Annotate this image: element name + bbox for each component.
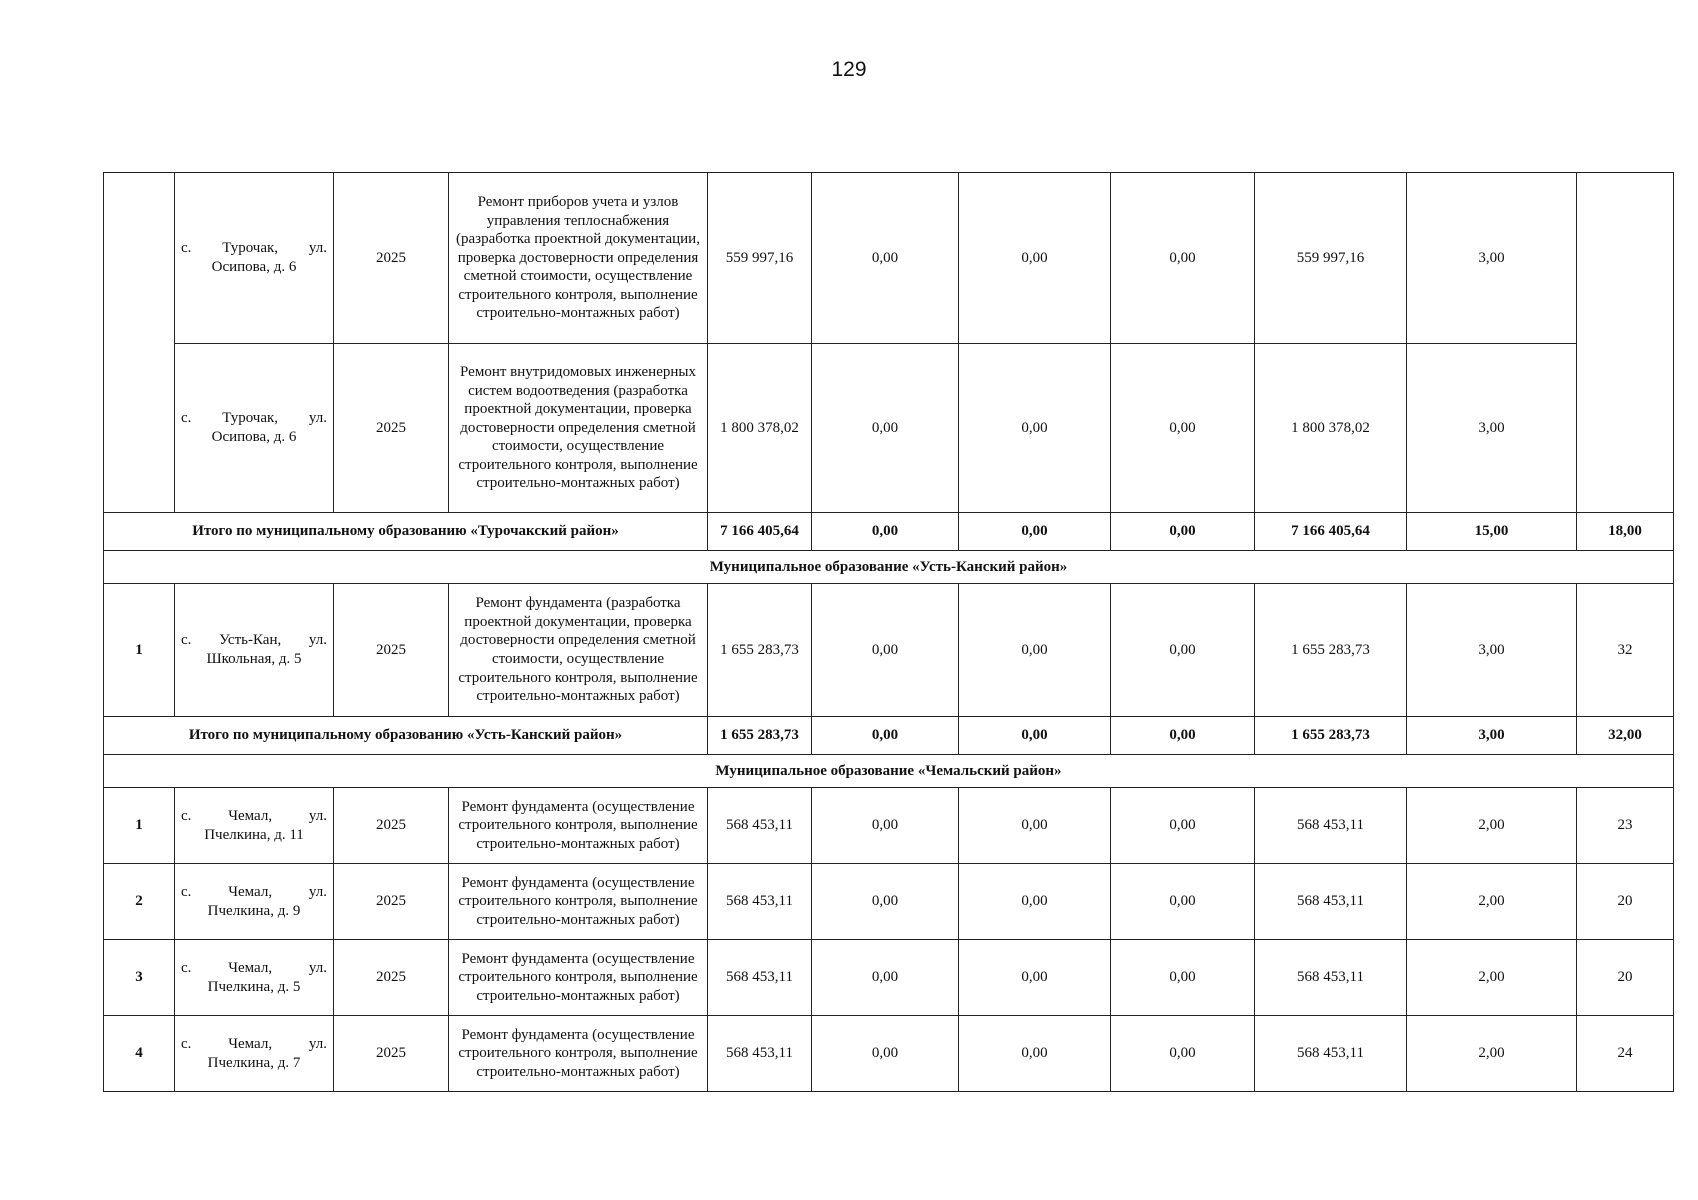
cost-cell: 0,00 — [959, 788, 1111, 864]
row-number-cell: 4 — [104, 1016, 175, 1092]
cost-cell: 0,00 — [959, 717, 1111, 755]
cost-cell: 0,00 — [1111, 940, 1255, 1016]
cost-cell: 0,00 — [1111, 344, 1255, 513]
section-heading: Муниципальное образование «Чемальский район» — [104, 755, 1674, 788]
work-type-cell: Ремонт приборов учета и узлов управления теплоснабжения (разработка проектной документации, проверка достоверности определения сметной стоимости, осуществление строительного контроля, выполнение строительно-монтажных работ) — [449, 173, 708, 344]
cost-cell: 1 655 283,73 — [1255, 717, 1407, 755]
cost-cell: 568 453,11 — [1255, 788, 1407, 864]
cost-cell: 0,00 — [959, 1016, 1111, 1092]
total-cost-cell: 1 655 283,73 — [708, 584, 812, 717]
total-row — [104, 717, 1674, 755]
row-number-cell: 1 — [104, 788, 175, 864]
year-cell: 2025 — [334, 940, 449, 1016]
cost-cell: 7 166 405,64 — [1255, 513, 1407, 551]
table-row — [104, 344, 1674, 513]
cost-cell: 0,00 — [1111, 864, 1255, 940]
total-cost-cell: 568 453,11 — [708, 940, 812, 1016]
cost-cell: 0,00 — [959, 173, 1111, 344]
address-cell: с. Турочак, ул. Осипова, д. 6 — [175, 173, 334, 344]
section-heading: Муниципальное образование «Усть-Канский район» — [104, 551, 1674, 584]
address-cell: с. Турочак, ул. Осипова, д. 6 — [175, 344, 334, 513]
cost-cell: 3,00 — [1407, 173, 1577, 344]
cost-cell: 15,00 — [1407, 513, 1577, 551]
total-cost-cell: 568 453,11 — [708, 788, 812, 864]
cost-cell: 23 — [1577, 788, 1674, 864]
cost-cell: 568 453,11 — [1255, 864, 1407, 940]
address-cell: с. Чемал, ул. Пчелкина, д. 5 — [175, 940, 334, 1016]
cost-cell: 2,00 — [1407, 1016, 1577, 1092]
table-row — [104, 788, 1674, 864]
table-row — [104, 173, 1674, 344]
row-number-cell: 1 — [104, 584, 175, 717]
cost-cell: 20 — [1577, 940, 1674, 1016]
total-cost-cell: 1 655 283,73 — [708, 717, 812, 755]
work-type-cell: Ремонт фундамента (осуществление строительного контроля, выполнение строительно-монтажных работ) — [449, 788, 708, 864]
year-cell: 2025 — [334, 584, 449, 717]
table-row — [104, 864, 1674, 940]
table-row — [104, 584, 1674, 717]
page-number: 129 — [831, 58, 867, 81]
row-number-cell — [104, 173, 175, 513]
cost-cell: 0,00 — [1111, 1016, 1255, 1092]
section-row — [104, 755, 1674, 788]
total-row — [104, 513, 1674, 551]
cost-cell: 0,00 — [812, 513, 959, 551]
work-type-cell: Ремонт внутридомовых инженерных систем водоотведения (разработка проектной документации, проверка достоверности определения сметной стоимости, осуществление строительного контроля, выполнение строительно-монтажных работ) — [449, 344, 708, 513]
address-cell: с. Чемал, ул. Пчелкина, д. 9 — [175, 864, 334, 940]
year-cell: 2025 — [334, 344, 449, 513]
work-type-cell: Ремонт фундамента (осуществление строительного контроля, выполнение строительно-монтажных работ) — [449, 940, 708, 1016]
year-cell: 2025 — [334, 173, 449, 344]
table-row — [104, 1016, 1674, 1092]
cost-cell: 559 997,16 — [1255, 173, 1407, 344]
cost-cell: 0,00 — [812, 173, 959, 344]
deadline-cell — [1577, 173, 1674, 513]
section-row — [104, 551, 1674, 584]
cost-cell: 0,00 — [812, 864, 959, 940]
cost-cell: 0,00 — [812, 940, 959, 1016]
cost-cell: 32 — [1577, 584, 1674, 717]
cost-cell: 2,00 — [1407, 788, 1577, 864]
total-cost-cell: 568 453,11 — [708, 864, 812, 940]
cost-cell: 0,00 — [959, 940, 1111, 1016]
cost-cell: 0,00 — [1111, 717, 1255, 755]
cost-cell: 0,00 — [1111, 173, 1255, 344]
table-row — [104, 940, 1674, 1016]
address-cell: с. Чемал, ул. Пчелкина, д. 11 — [175, 788, 334, 864]
cost-cell: 0,00 — [959, 513, 1111, 551]
cost-cell: 3,00 — [1407, 344, 1577, 513]
cost-cell: 20 — [1577, 864, 1674, 940]
cost-cell: 18,00 — [1577, 513, 1674, 551]
work-type-cell: Ремонт фундамента (разработка проектной документации, проверка достоверности определения сметной стоимости, осуществление строительного контроля, выполнение строительно-монтажных работ) — [449, 584, 708, 717]
address-cell: с. Усть-Кан, ул. Школьная, д. 5 — [175, 584, 334, 717]
cost-cell: 2,00 — [1407, 940, 1577, 1016]
total-cost-cell: 1 800 378,02 — [708, 344, 812, 513]
total-label: Итого по муниципальному образованию «Турочакский район» — [104, 513, 708, 551]
cost-cell: 32,00 — [1577, 717, 1674, 755]
cost-cell: 0,00 — [1111, 788, 1255, 864]
work-type-cell: Ремонт фундамента (осуществление строительного контроля, выполнение строительно-монтажных работ) — [449, 1016, 708, 1092]
cost-cell: 1 800 378,02 — [1255, 344, 1407, 513]
year-cell: 2025 — [334, 864, 449, 940]
cost-cell: 3,00 — [1407, 717, 1577, 755]
total-cost-cell: 559 997,16 — [708, 173, 812, 344]
cost-cell: 0,00 — [812, 788, 959, 864]
cost-cell: 0,00 — [812, 717, 959, 755]
cost-cell: 0,00 — [812, 344, 959, 513]
cost-cell: 0,00 — [812, 1016, 959, 1092]
cost-cell: 0,00 — [959, 344, 1111, 513]
total-cost-cell: 7 166 405,64 — [708, 513, 812, 551]
cost-cell: 568 453,11 — [1255, 940, 1407, 1016]
cost-cell: 568 453,11 — [1255, 1016, 1407, 1092]
year-cell: 2025 — [334, 788, 449, 864]
cost-cell: 3,00 — [1407, 584, 1577, 717]
year-cell: 2025 — [334, 1016, 449, 1092]
cost-cell: 1 655 283,73 — [1255, 584, 1407, 717]
row-number-cell: 2 — [104, 864, 175, 940]
cost-cell: 24 — [1577, 1016, 1674, 1092]
address-cell: с. Чемал, ул. Пчелкина, д. 7 — [175, 1016, 334, 1092]
work-type-cell: Ремонт фундамента (осуществление строительного контроля, выполнение строительно-монтажных работ) — [449, 864, 708, 940]
cost-cell: 0,00 — [959, 584, 1111, 717]
cost-cell: 0,00 — [1111, 513, 1255, 551]
cost-cell: 0,00 — [1111, 584, 1255, 717]
cost-cell: 2,00 — [1407, 864, 1577, 940]
total-cost-cell: 568 453,11 — [708, 1016, 812, 1092]
cost-cell: 0,00 — [812, 584, 959, 717]
repair-program-table — [103, 172, 1674, 1092]
row-number-cell: 3 — [104, 940, 175, 1016]
total-label: Итого по муниципальному образованию «Усть-Канский район» — [104, 717, 708, 755]
cost-cell: 0,00 — [959, 864, 1111, 940]
